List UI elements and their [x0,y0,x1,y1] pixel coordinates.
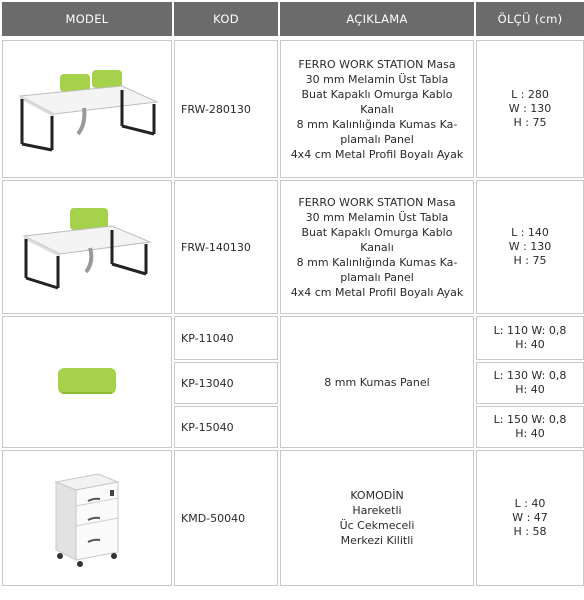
header-size: ÖLÇÜ (cm) [476,2,584,36]
size-line: H: 40 [515,427,545,440]
description-line: FERRO WORK STATION Masa [298,57,456,71]
description-cell [280,40,474,178]
size-cell [476,40,584,178]
size-line: L : 40 [514,497,546,510]
description-line: Merkezi Kilitli [340,534,414,547]
header-row [2,2,584,36]
size-cell [476,406,584,448]
size-line: W : 130 [508,102,552,115]
table-row [2,316,584,360]
description-line: Kanalı [360,102,394,116]
description-cell [280,180,474,314]
double-desk-icon [12,64,162,154]
size-cell [476,450,584,586]
description-line: 4x4 cm Metal Profil Boyalı Ayak [290,147,464,161]
size-line: W : 47 [512,511,548,524]
description-line: 30 mm Melamin Üst Tabla [305,210,449,224]
header-code: KOD [174,2,278,36]
description-line: plamalı Panel [340,270,414,284]
model-cell [2,450,172,586]
description-line: 8 mm Kalınlığında Kumas Ka- [296,255,458,269]
description-cell [280,450,474,586]
fabric-panel-icon [52,362,122,402]
model-cell [2,316,172,448]
description-line: 4x4 cm Metal Profil Boyalı Ayak [290,285,464,299]
description-line: 8 mm Kalınlığında Kumas Ka- [296,117,458,131]
single-desk-icon [12,202,162,292]
code-cell: FRW-140130 [174,180,278,314]
description-line: Kanalı [360,240,394,254]
size-cell [476,316,584,360]
table-row [2,450,584,586]
size-line: L: 110 W: 0,8 [493,324,567,337]
size-cell [476,362,584,404]
description-line: Hareketli [352,504,402,517]
size-line: W : 130 [508,240,552,253]
table-row [2,180,584,314]
description-line: 30 mm Melamin Üst Tabla [305,72,449,86]
size-line: H: 40 [515,338,545,351]
size-line: H : 58 [513,525,547,538]
description-line: KOMODİN [350,489,404,502]
size-line: L: 130 W: 0,8 [493,369,567,382]
size-line: L : 280 [511,88,549,101]
model-cell [2,180,172,314]
size-cell [476,180,584,314]
header-description: AÇIKLAMA [280,2,474,36]
description-line: Üc Cekmeceli [339,519,415,532]
size-line: H : 75 [513,116,547,129]
code-cell: KMD-50040 [174,450,278,586]
code-cell: FRW-280130 [174,40,278,178]
description-line: FERRO WORK STATION Masa [298,195,456,209]
code-cell: KP-11040 [174,316,278,360]
description-line: Buat Kapaklı Omurga Kablo [301,87,453,101]
code-cell: KP-13040 [174,362,278,404]
description-line: Buat Kapaklı Omurga Kablo [301,225,453,239]
size-line: H : 75 [513,254,547,267]
description-line: plamalı Panel [340,132,414,146]
size-line: L: 150 W: 0,8 [493,413,567,426]
header-model: MODEL [2,2,172,36]
model-cell [2,40,172,178]
pedestal-drawer-icon [42,468,132,568]
code-cell: KP-15040 [174,406,278,448]
description-cell: 8 mm Kumas Panel [280,316,474,448]
size-line: L : 140 [511,226,549,239]
size-line: H: 40 [515,383,545,396]
table-row [2,40,584,178]
